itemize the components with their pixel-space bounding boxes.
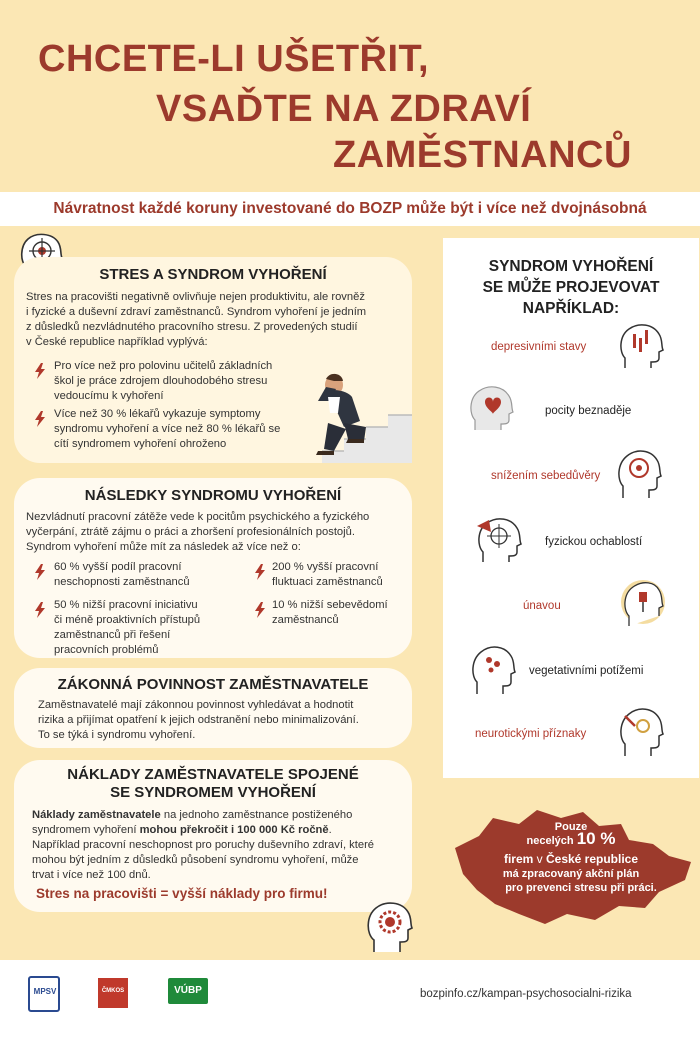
mpsv-logo xyxy=(28,976,60,1012)
map-line-1: Pouze xyxy=(554,821,588,833)
title-line-2: VSAĎTE NA ZDRAVÍ xyxy=(156,88,532,130)
stres-heading: STRES A SYNDROM VYHOŘENÍ xyxy=(99,266,327,283)
nasledky-item3-3: zaměstnanců při řešení xyxy=(54,629,171,641)
naklady-line-2 xyxy=(32,823,332,838)
stres-bullet1-3: vedoucímu k vyhoření xyxy=(54,390,164,402)
stres-bullet2-3: cítí syndromem vyhoření ohroženo xyxy=(54,438,227,450)
head-plug-icon xyxy=(619,578,667,628)
card-nasledky xyxy=(14,478,412,658)
symptoms-heading-3: NAPŘÍKLAD: xyxy=(522,300,620,317)
vubp-logo-text: VÚBP xyxy=(174,985,202,996)
stressed-man-illustration xyxy=(304,367,412,463)
stres-intro-4: v České republice například vyplývá: xyxy=(26,336,208,348)
head-crosshair-icon xyxy=(473,512,525,564)
lightning-icon xyxy=(34,411,46,427)
subtitle: Návratnost každé koruny investované do BOZP může být i více než dvojnásobná xyxy=(53,200,647,217)
stres-bullet2-1: Více než 30 % lékařů vykazuje symptomy xyxy=(54,408,261,420)
naklady-rest-2: mohou být jedním z důsledků působení syndromu vyhoření, může xyxy=(32,854,359,866)
stres-bullet2-2: syndromu vyhoření a více než 80 % lékařů se xyxy=(54,423,281,435)
lightning-icon xyxy=(34,564,46,580)
symptoms-heading-2: SE MŮŽE PROJEVOVAT xyxy=(482,279,660,296)
map-line2-a: necelých xyxy=(526,835,577,847)
symptom-depresivni: depresivními stavy xyxy=(491,341,587,353)
nasledky-item3-2: či méně proaktivních přístupů xyxy=(54,614,201,626)
nasledky-item1-1: 60 % vyšší podíl pracovní xyxy=(54,561,182,573)
naklady-rest-1: Například pracovní neschopnost pro poruchy duševního zdraví, které xyxy=(32,839,375,851)
stres-bullet1-1: Pro více než pro polovinu učitelů základních xyxy=(54,360,273,372)
nasledky-item3-1: 50 % nižší pracovní iniciativu xyxy=(54,599,198,611)
map-line3-c: České republice xyxy=(545,852,639,866)
map-line2-big: 10 % xyxy=(576,829,616,848)
povinnost-heading: ZÁKONNÁ POVINNOST ZAMĚSTNAVATELE xyxy=(57,676,369,693)
nasledky-item4-2: zaměstnanců xyxy=(272,614,339,626)
lightning-icon xyxy=(34,363,46,379)
nasledky-item2-1: 200 % vyšší pracovní xyxy=(272,561,379,573)
head-gear-icon xyxy=(366,898,414,954)
vubp-logo xyxy=(168,978,208,1004)
nasledky-item2-2: fluktuaci zaměstnanců xyxy=(272,576,383,588)
povinnost-text-1: Zaměstnavatelé mají zákonnou povinnost vyhledávat a hodnotit xyxy=(38,699,354,711)
lightning-icon xyxy=(254,602,266,618)
map-line3-a: firem xyxy=(503,852,534,866)
footer xyxy=(0,960,700,1039)
cmkos-logo xyxy=(98,978,128,1008)
lightning-icon xyxy=(34,602,46,618)
nasledky-intro-2: vyčerpání, ztrátě zájmu o práci a zhoršení profesionálních postojů. xyxy=(26,526,355,538)
map-line-4: má zpracovaný akční plán xyxy=(502,868,640,880)
map-line-5: pro prevenci stresu při práci. xyxy=(505,882,657,894)
title-area xyxy=(0,0,700,188)
head-cells-icon xyxy=(469,642,521,696)
czech-republic-map xyxy=(449,796,695,936)
symptoms-heading xyxy=(443,256,699,319)
mpsv-logo-text: MPSV xyxy=(33,987,57,996)
naklady-line-1 xyxy=(32,808,352,823)
campaign-url[interactable]: bozpinfo.cz/kampan-psychosocialni-rizika xyxy=(420,988,632,1000)
naklady-line1-rest: na jednoho zaměstnance postiženého xyxy=(160,809,353,821)
symptoms-panel xyxy=(443,238,699,778)
head-sun-icon xyxy=(617,704,667,758)
stres-intro-2: i fyzické a duševní zdraví zaměstnanců. Syndrom vyhoření je jedním xyxy=(26,306,367,318)
map-line3-b: v xyxy=(533,852,546,866)
lightning-icon xyxy=(254,564,266,580)
stres-bullet1-2: škol je práce zdrojem dlouhodobého stresu xyxy=(54,375,268,387)
naklady-line2-end: . xyxy=(328,824,332,836)
nasledky-intro-3: Syndrom vyhoření může mít za následek až více než o: xyxy=(26,541,301,553)
povinnost-text-2: rizika a přijímat opatření k jejich odstranění nebo minimalizování. xyxy=(38,714,359,726)
card-povinnost xyxy=(14,668,412,748)
cmkos-logo-text: ČMKOS xyxy=(101,988,125,994)
map-line-3 xyxy=(443,852,699,866)
card-naklady xyxy=(14,760,412,912)
naklady-line2-bold: mohou překročit i 100 000 Kč ročně xyxy=(139,824,329,836)
nasledky-item3-4: pracovních problémů xyxy=(54,644,159,656)
naklady-line2-a: syndromem vyhoření xyxy=(32,824,140,836)
nasledky-item4-1: 10 % nižší sebevědomí xyxy=(272,599,388,611)
subtitle-bar xyxy=(0,192,700,226)
title-line-1: CHCETE-LI UŠETŘIT, xyxy=(38,38,430,80)
symptom-neuroticke: neurotickými příznaky xyxy=(475,728,587,740)
symptoms-heading-1: SYNDROM VYHOŘENÍ xyxy=(488,258,654,275)
symptom-ochablost: fyzickou ochablostí xyxy=(545,536,643,548)
map-line-2 xyxy=(443,829,699,848)
title-line-3: ZAMĚSTNANCŮ xyxy=(333,134,632,176)
head-broken-heart-icon xyxy=(469,382,515,432)
naklady-heading-1: NÁKLADY ZAMĚSTNAVATELE SPOJENÉ xyxy=(67,766,359,783)
nasledky-item1-2: neschopnosti zaměstnanců xyxy=(54,576,190,588)
symptom-unava: únavou xyxy=(523,600,561,612)
nasledky-intro-1: Nezvládnutí pracovní zátěže vede k pocitům psychického a fyzického xyxy=(26,511,370,523)
naklady-line1-bold: Náklady zaměstnavatele xyxy=(32,809,161,821)
symptom-sebeduvery: snížením sebedůvěry xyxy=(491,470,601,482)
stres-intro-1: Stres na pracovišti negativně ovlivňuje nejen produktivitu, ale rovněž xyxy=(26,291,365,303)
head-chart-down-icon xyxy=(619,320,665,370)
stres-intro-3: z důsledků nezvládnutého pracovního stresu. Z provedených studií xyxy=(26,321,358,333)
naklady-rest-3: trvat i více než 100 dnů. xyxy=(32,869,151,881)
map-zone xyxy=(443,780,699,955)
symptom-vegetativni: vegetativními potížemi xyxy=(529,665,644,677)
head-target-icon xyxy=(617,446,663,500)
symptom-beznadeje: pocity beznaděje xyxy=(545,405,632,417)
naklady-heading-2: SE SYNDROMEM VYHOŘENÍ xyxy=(110,784,316,801)
naklady-slogan: Stres na pracovišti = vyšší náklady pro firmu! xyxy=(36,886,328,901)
povinnost-text-3: To se týká i syndromu vyhoření. xyxy=(38,729,196,741)
card-stres xyxy=(14,257,412,463)
nasledky-heading: NÁSLEDKY SYNDROMU VYHOŘENÍ xyxy=(84,487,342,504)
